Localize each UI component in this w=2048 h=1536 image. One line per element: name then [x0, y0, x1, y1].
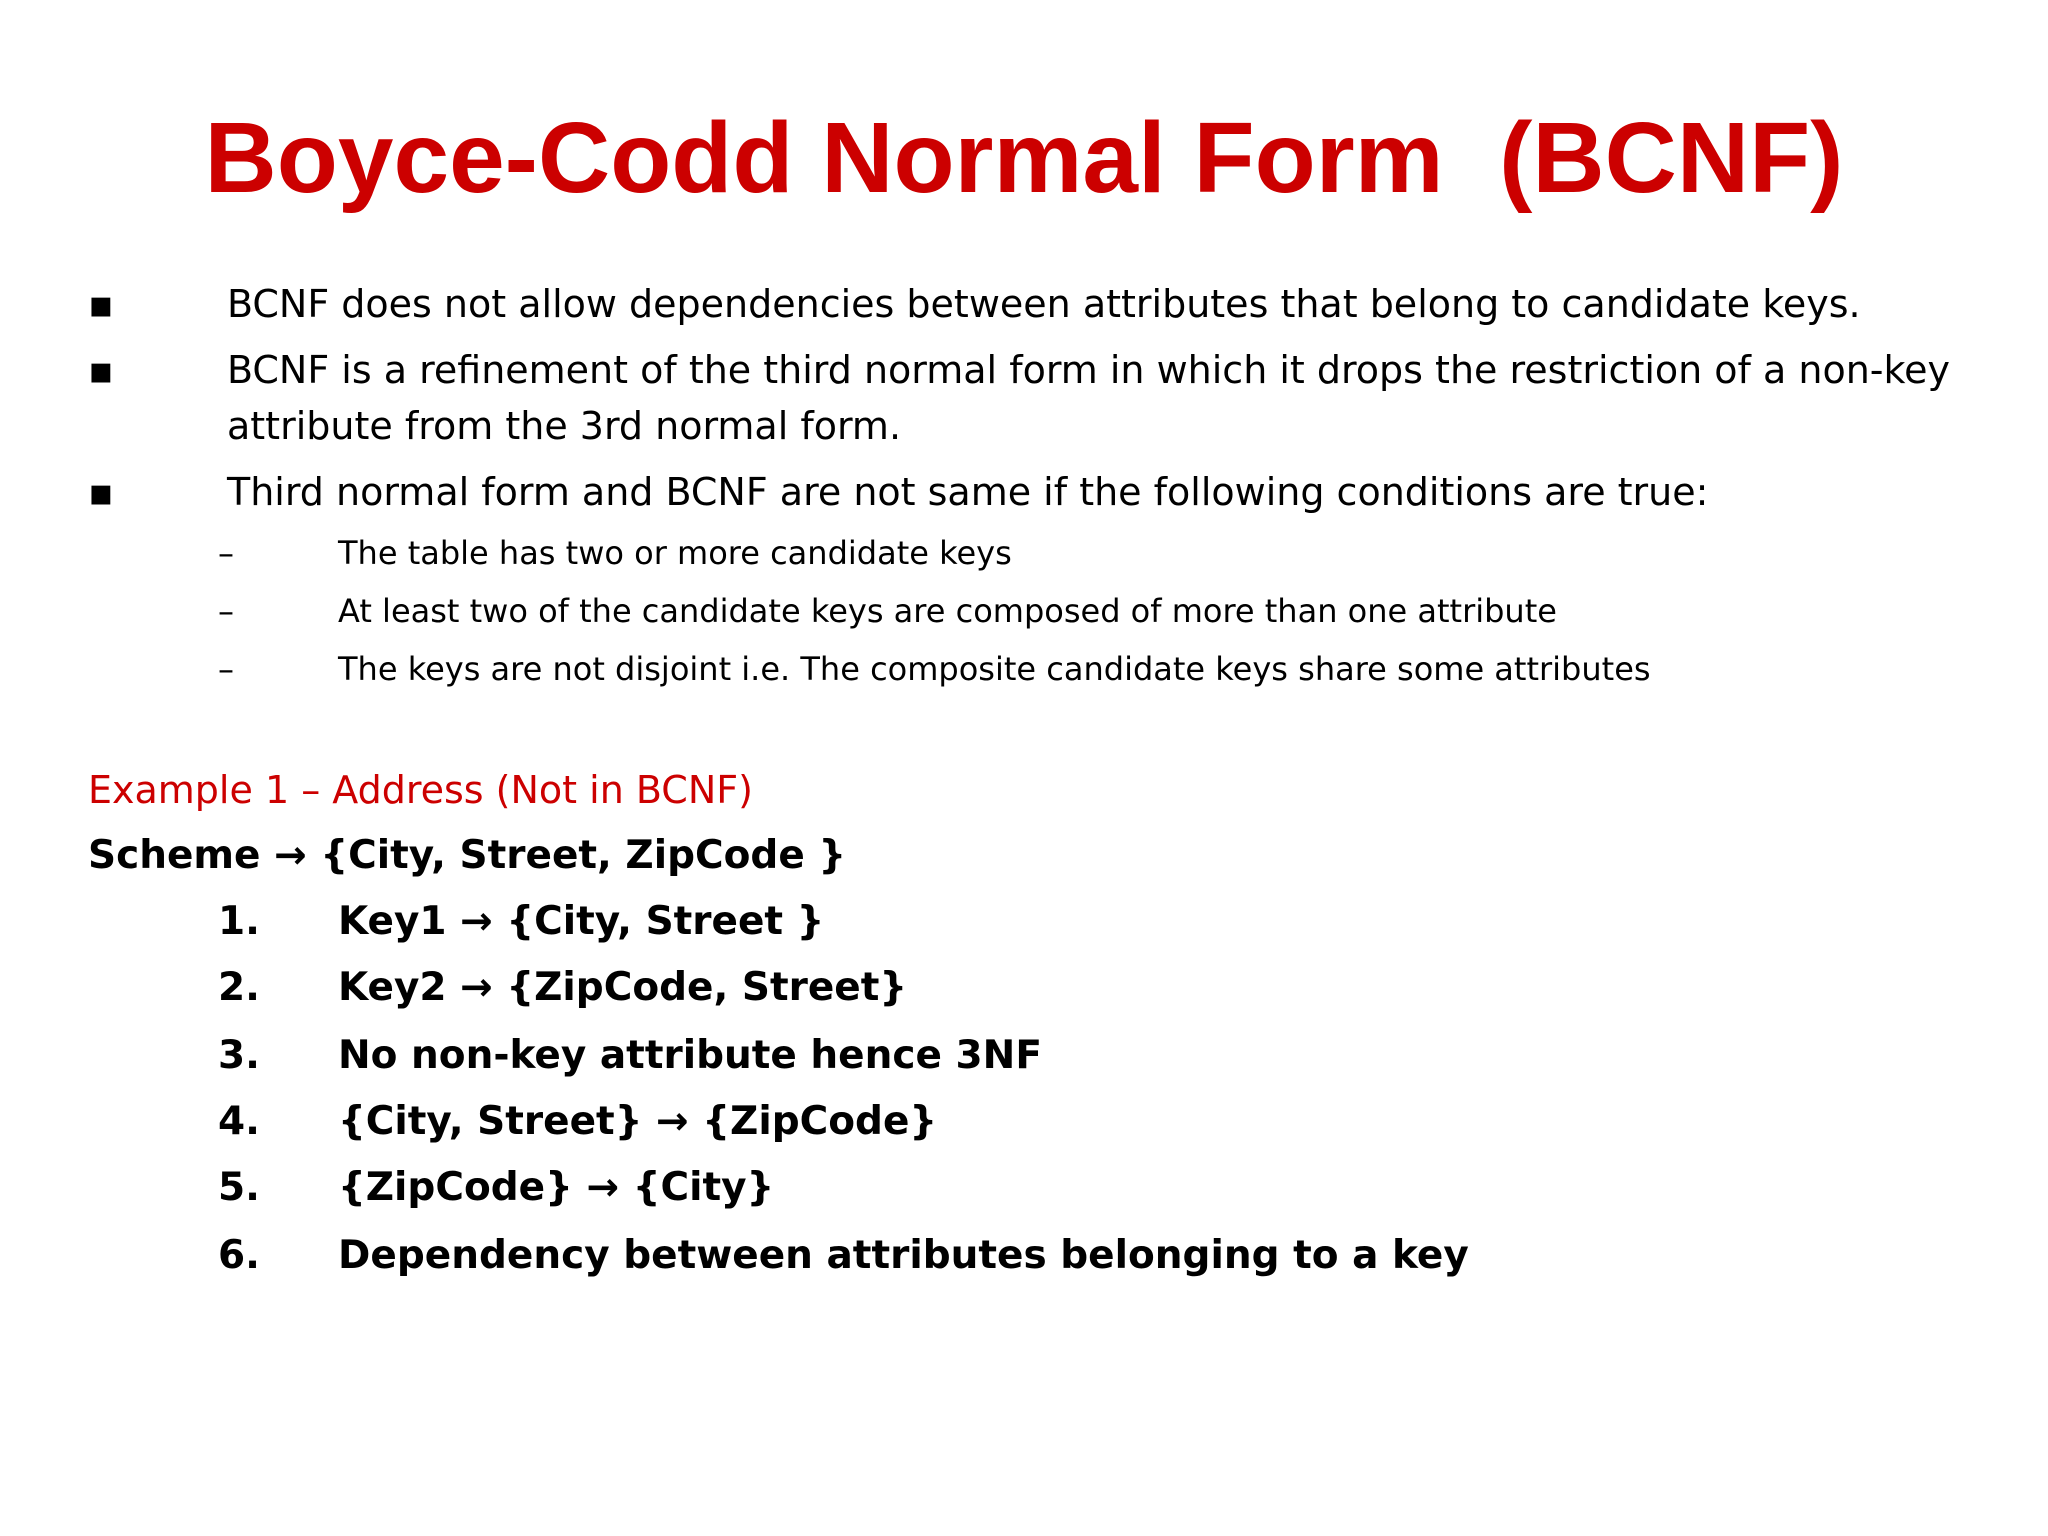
item-number: 1. — [218, 899, 260, 944]
bullet-marker: ▪ — [88, 282, 114, 326]
sub-bullet-text: The keys are not disjoint i.e. The composite candidate keys share some attributes — [338, 650, 1651, 688]
item-text: Key1 → {City, Street } — [338, 899, 825, 944]
item-number: 2. — [218, 965, 260, 1010]
item-number: 4. — [218, 1099, 260, 1144]
item-number: 6. — [218, 1233, 260, 1278]
item-text: No non-key attribute hence 3NF — [338, 1033, 1042, 1078]
bullet-marker: ▪ — [88, 470, 114, 514]
item-text: Dependency between attributes belonging to a key — [338, 1233, 1469, 1278]
sub-bullet-marker: – — [218, 592, 234, 630]
item-text: Key2 → {ZipCode, Street} — [338, 965, 908, 1010]
sub-bullet-marker: – — [218, 650, 234, 688]
bullet-text: Third normal form and BCNF are not same if the following conditions are true: — [227, 470, 1709, 514]
sub-bullet-text: The table has two or more candidate keys — [338, 534, 1012, 572]
slide-title: Boyce-Codd Normal Form (BCNF) — [204, 102, 1844, 214]
sub-bullet-marker: – — [218, 534, 234, 572]
bullet-marker: ▪ — [88, 348, 114, 392]
bullet-text: BCNF does not allow dependencies between attributes that belong to candidate keys. — [227, 282, 1861, 326]
item-text: {City, Street} → {ZipCode} — [338, 1099, 938, 1144]
sub-bullet-text: At least two of the candidate keys are composed of more than one attribute — [338, 592, 1557, 630]
bullet-text: BCNF is a refinement of the third normal form in which it drops the restriction of a non-key — [227, 348, 1951, 392]
item-number: 3. — [218, 1033, 260, 1078]
bullet-text-continued: attribute from the 3rd normal form. — [227, 404, 902, 448]
scheme-line: Scheme → {City, Street, ZipCode } — [88, 833, 847, 878]
item-number: 5. — [218, 1165, 260, 1210]
item-text: {ZipCode} → {City} — [338, 1165, 775, 1210]
example-heading: Example 1 – Address (Not in BCNF) — [88, 768, 753, 812]
